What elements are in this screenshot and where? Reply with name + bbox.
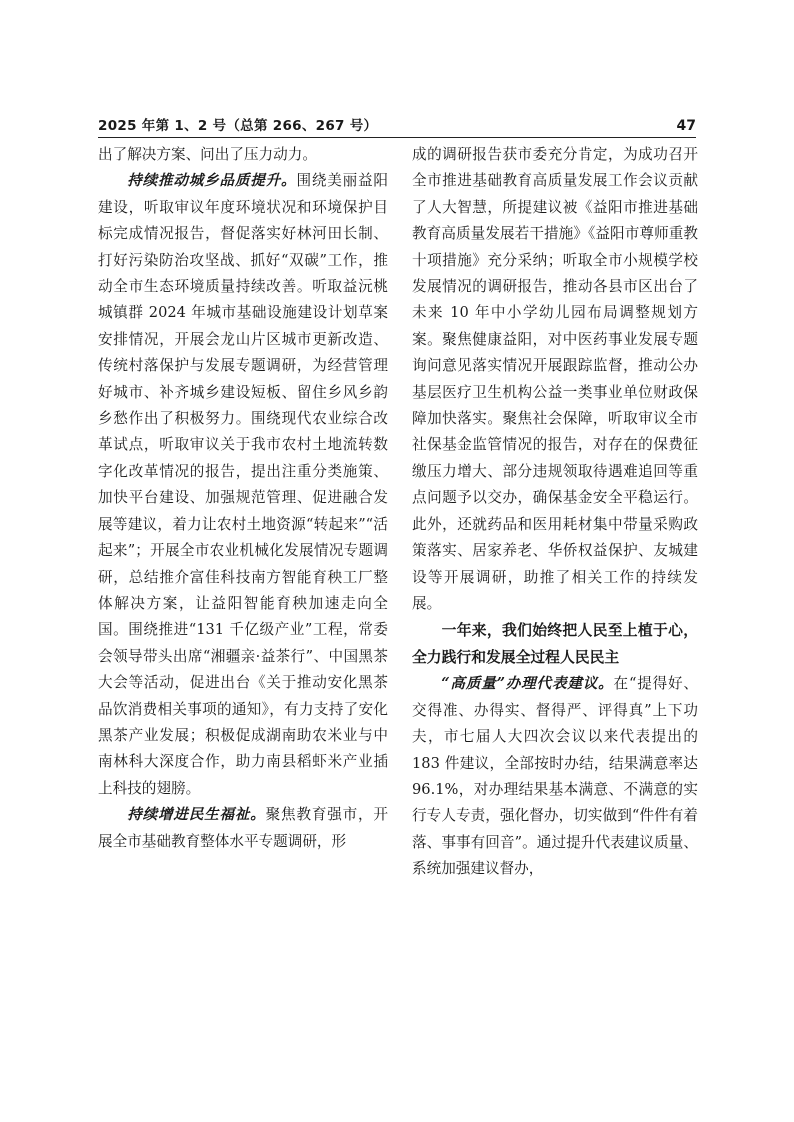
paragraph-lead: 持续增进民生福祉。 bbox=[127, 806, 266, 824]
paragraph-urban-rural bbox=[98, 168, 388, 802]
paragraph-lead: “高质量”办理代表建议。 bbox=[441, 675, 614, 693]
paragraph-body: 聚焦教育强市，开展全市基础教育整体水平专题调研，形 bbox=[98, 806, 388, 850]
paragraph-lead: 持续推动城乡品质提升。 bbox=[127, 172, 297, 190]
left-column bbox=[98, 142, 388, 855]
paragraph-body: 围绕美丽益阳建设，听取审议年度环境状况和环境保护目标完成情况报告，督促落实好林河田长制、打好污染防治攻坚战、抓好“双碳”工作，推动全市生态环境质量持续改善。听取益沅桃城镇群 2024 年城市基础设施建设计划草案安排情况，开展会龙山片区城市更新改造、传统村落保护与发展专题调研，为经营管理好城市、补齐城乡建设短板、留住乡风乡韵乡愁作出了积极努力。围绕现代农业综合改革试点，听取审议关于我市农村土地流转数字化改革情况的报告，提出注重分类施策、加快平台建设、加强规范管理、促进融合发展等建议，着力让农村土地资源“转起来”“活起来”；开展全市农业机械化发展情况专题调研，总结推介富佳科技南方智能育秧工厂整体解决方案，让益阳智能育秧加速走向全国。围绕推进“131 千亿级产业”工程，常委会领导带头出席“湘疆亲·益茶行”、中国黑茶大会等活动，促进出台《关于推动安化黑茶品饮消费相关事项的通知》，有力支持了安化黑茶产业发展；积极促成湖南助农米业与中南林科大深度合作，助力南县稻虾米产业插上科技的翅膀。 bbox=[98, 172, 388, 797]
running-header bbox=[98, 117, 696, 139]
paragraph-body: 在“提得好、交得准、办得实、督得严、评得真”上下功夫，市七届人大四次会议以来代表提出的 183 件建议，全部按时办结，结果满意率达 96.1%，对办理结果基本满意、不满意的实行专人专责，强化督办，切实做到“件件有着落、事事有回音”。通过提升代表建议质量、系统加强建议督办， bbox=[412, 675, 698, 878]
header-rule bbox=[98, 137, 696, 138]
paragraph-continuation: 成的调研报告获市委充分肯定，为成功召开全市推进基础教育高质量发展工作会议贡献了人大智慧，所提建议被《益阳市推进基础教育高质量发展若干措施》《益阳市尊师重教十项措施》充分采纳；听取全市小规模学校发展情况的调研报告，推动各县市区出台了未来 10 年中小学幼儿园布局调整规划方案。聚焦健康益阳，对中医药事业发展专题询问意见落实情况开展跟踪监督，推动公办基层医疗卫生机构公益一类事业单位财政保障加快落实。聚焦社会保障，听取审议全市社保基金监管情况的报告，对存在的保费征缴压力增大、部分违规领取待遇难追回等重点问题予以交办，确保基金安全平稳运行。此外，还就药品和医用耗材集中带量采购政策落实、居家养老、华侨权益保护、友城建设等开展调研，助推了相关工作的持续发展。 bbox=[412, 146, 698, 612]
section-heading: 一年来，我们始终把人民至上植于心，全力践行和发展全过程人民民主 bbox=[412, 622, 698, 667]
right-column bbox=[412, 142, 698, 883]
paragraph-suggestions bbox=[412, 671, 698, 882]
paragraph-continuation: 出了解决方案、问出了压力动力。 bbox=[98, 146, 317, 163]
issue-info: 2025 年第 1、2 号（总第 266、267 号） bbox=[98, 118, 378, 134]
page-number: 47 bbox=[676, 118, 696, 134]
paragraph-livelihood bbox=[98, 802, 388, 855]
